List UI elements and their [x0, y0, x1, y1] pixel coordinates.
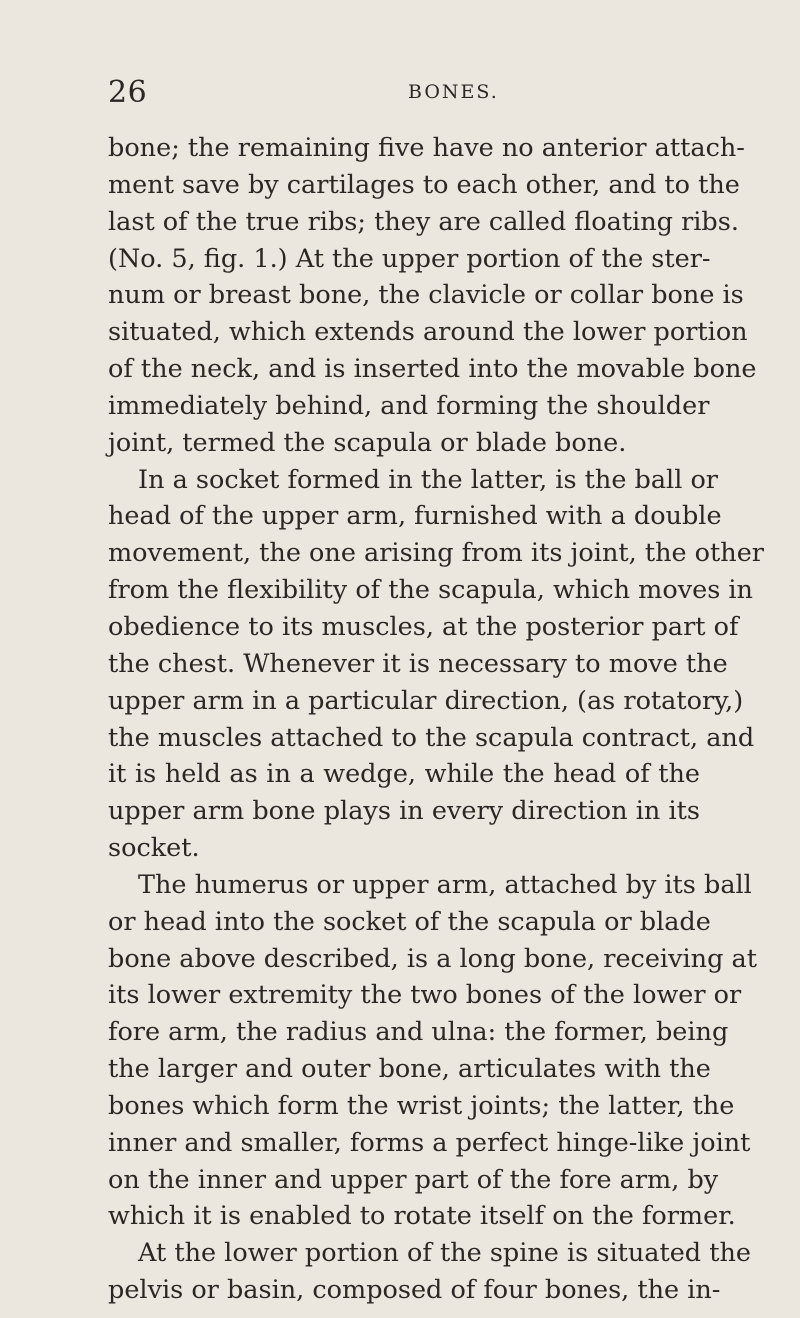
body-text [108, 130, 764, 1309]
text-line: In a socket formed in the latter, is the ball or [138, 464, 719, 495]
text-line: The humerus or upper arm, attached by its ball [138, 869, 752, 900]
text-line: movement, the one arising from its joint, the other [108, 538, 764, 569]
text-line: the muscles attached to the scapula contract, and [108, 722, 755, 753]
text-line: num or breast bone, the clavicle or collar bone is [108, 280, 744, 311]
text-line: ment save by cartilages to each other, and to the [108, 169, 740, 200]
text-line: bone above described, is a long bone, receiving at [108, 943, 757, 974]
text-line: on the inner and upper part of the fore arm, by [108, 1164, 719, 1195]
text-line: or head into the socket of the scapula or blade [108, 906, 711, 937]
text-line: inner and smaller, forms a perfect hinge-like joint [108, 1127, 751, 1158]
text-line: obedience to its muscles, at the posterior part of [108, 611, 739, 642]
text-line: upper arm bone plays in every direction in its [108, 796, 700, 827]
text-line: it is held as in a wedge, while the head of the [108, 759, 700, 790]
text-line: bones which form the wrist joints; the latter, the [108, 1090, 735, 1121]
text-line: (No. 5, fig. 1.) At the upper portion of the ster- [108, 243, 711, 274]
text-line: from the flexibility of the scapula, which moves in [108, 575, 753, 606]
page-number: 26 [108, 75, 148, 110]
text-line: of the neck, and is inserted into the movable bone [108, 354, 757, 385]
text-line: immediately behind, and forming the shoulder [108, 390, 710, 421]
text-line: socket. [108, 833, 200, 864]
section-title: BONES. [408, 81, 499, 103]
text-line: bone; the remaining five have no anterior attach- [108, 133, 745, 163]
text-line: pelvis or basin, composed of four bones, the in- [108, 1275, 721, 1306]
text-line: situated, which extends around the lower portion [108, 317, 748, 348]
text-line: its lower extremity the two bones of the lower or [108, 980, 742, 1011]
text-line: fore arm, the radius and ulna: the former, being [108, 1017, 729, 1048]
text-line: joint, termed the scapula or blade bone. [108, 427, 627, 458]
text-line: upper arm in a particular direction, (as rotatory,) [108, 685, 744, 716]
text-line: the chest. Whenever it is necessary to move the [108, 648, 728, 679]
text-line: head of the upper arm, furnished with a double [108, 501, 722, 532]
text-line: last of the true ribs; they are called floating ribs. [108, 206, 739, 237]
text-line: the larger and outer bone, articulates with the [108, 1054, 711, 1085]
text-line: which it is enabled to rotate itself on the former. [108, 1201, 736, 1232]
running-head [108, 75, 708, 115]
text-line: At the lower portion of the spine is situated the [138, 1238, 751, 1269]
